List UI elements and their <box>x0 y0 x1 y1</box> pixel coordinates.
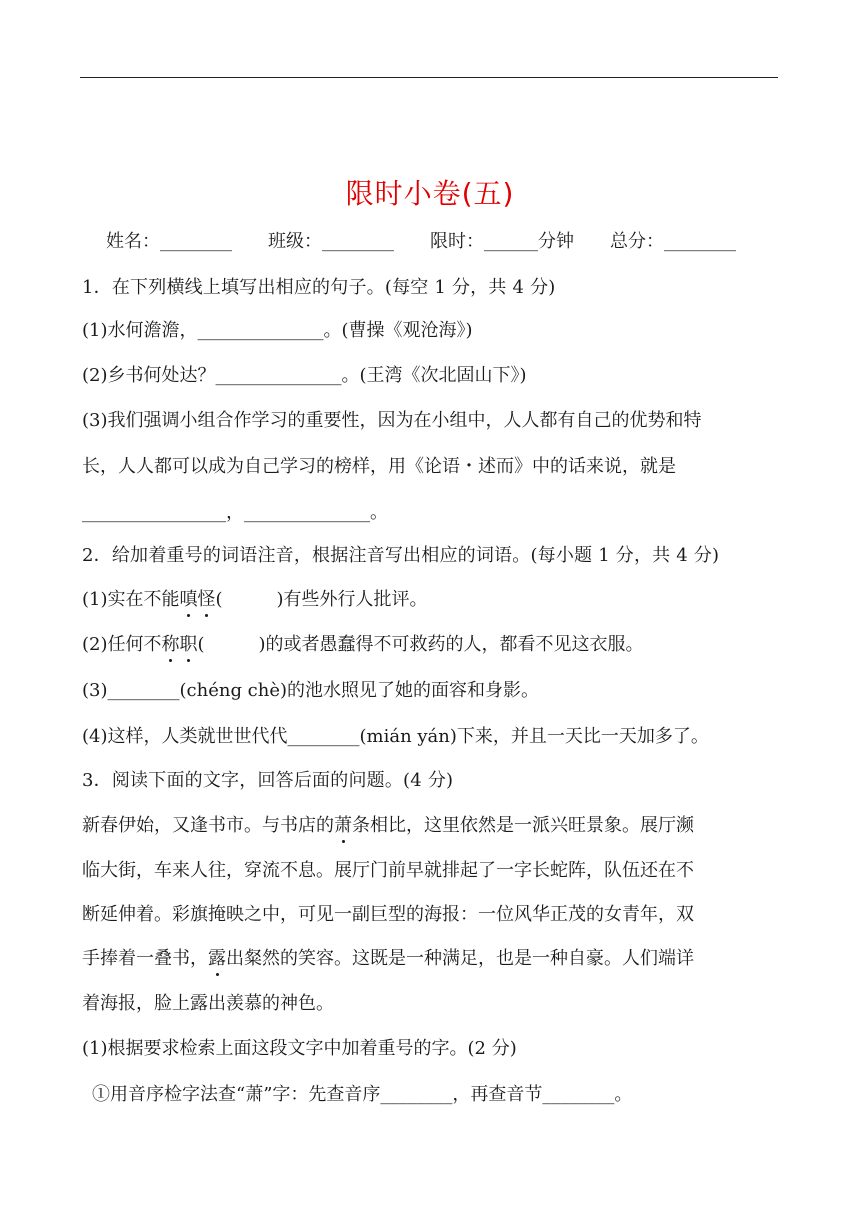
passage-line-1-suffix: 条相比，这里依然是一派兴旺景象。展厅濒 <box>352 815 694 836</box>
q2-item-2-suffix: ( )的或者愚蠢得不可救药的人，都看不见这衣服。 <box>197 634 644 655</box>
q2-item-1 <box>82 587 428 613</box>
emphasis-char: 嗔 <box>180 587 198 613</box>
q1-item-1: (1)水何澹澹，______________。(曹操《观沧海》) <box>82 320 473 341</box>
passage-line-1-prefix: 新春伊始，又逢书市。与书店的 <box>82 815 334 836</box>
q3-sub-question-1-a: ①用音序检字法查“萧”字：先查音序________，再查音节________。 <box>92 1084 633 1105</box>
q2-item-2 <box>82 632 644 658</box>
passage-line-4-suffix: 出粲然的笑容。这既是一种满足，也是一种自豪。人们端详 <box>226 948 694 969</box>
q2-stem: 2．给加着重号的词语注音，根据注音写出相应的词语。(每小题 1 分，共 4 分) <box>82 545 720 566</box>
q3-stem: 3．阅读下面的文字，回答后面的问题。(4 分) <box>82 770 454 791</box>
q1-item-3-line-2: 长，人人都可以成为自己学习的榜样，用《论语・述而》中的话来说，就是 <box>82 456 676 477</box>
q2-item-2-prefix: (2)任何不 <box>82 634 162 655</box>
header-rule <box>80 77 778 78</box>
emphasis-char: 萧 <box>334 813 352 839</box>
passage-line-3: 断延伸着。彩旗掩映之中，可见一副巨型的海报：一位风华正茂的女青年，双 <box>82 904 694 925</box>
q2-item-1-prefix: (1)实在不能 <box>82 589 180 610</box>
q1-stem: 1．在下列横线上填写出相应的句子。(每空 1 分，共 4 分) <box>82 277 556 298</box>
q2-item-4: (4)这样，人类就世世代代________(mián yán)下来，并且一天比一天加多了。 <box>82 726 709 747</box>
page-title: 限时小卷(五) <box>345 177 515 210</box>
passage-line-4-prefix: 手捧着一叠书， <box>82 948 208 969</box>
q1-item-3-line-3: ________________，______________。 <box>82 502 388 523</box>
q1-item-3-line-1: (3)我们强调小组合作学习的重要性，因为在小组中，人人都有自己的优势和特 <box>82 410 702 431</box>
emphasis-char: 怪 <box>198 587 216 613</box>
emphasis-char: 露 <box>208 946 226 972</box>
passage-line-4 <box>82 946 694 972</box>
passage-line-5: 着海报，脸上露出羡慕的神色。 <box>82 993 334 1014</box>
student-info-line: 姓名：________ 班级：________ 限时：______分钟 总分：________ <box>106 231 736 252</box>
q2-item-1-suffix: ( )有些外行人批评。 <box>215 589 428 610</box>
passage-line-1 <box>82 813 694 839</box>
passage-line-2: 临大街，车来人往，穿流不息。展厅门前早就排起了一字长蛇阵，队伍还在不 <box>82 860 694 881</box>
emphasis-char: 称 <box>162 632 180 658</box>
q1-item-2: (2)乡书何处达？______________。(王湾《次北固山下》) <box>82 365 527 386</box>
emphasis-char: 职 <box>180 632 198 658</box>
q2-item-3: (3)________(chéng chè)的池水照见了她的面容和身影。 <box>82 680 540 701</box>
q3-sub-question-1: (1)根据要求检索上面这段文字中加着重号的字。(2 分) <box>82 1038 517 1059</box>
